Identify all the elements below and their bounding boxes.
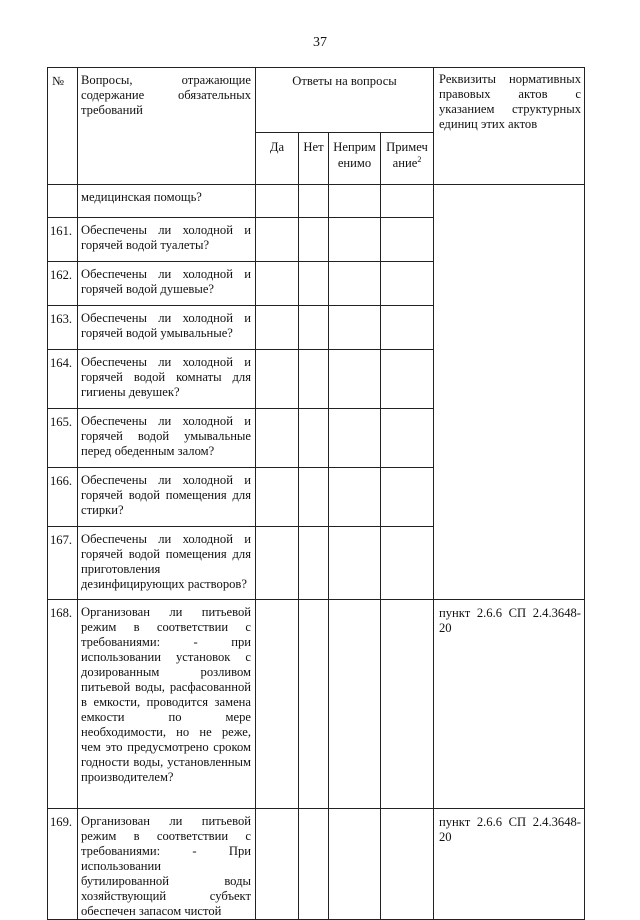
answer-note-cell[interactable] [381,408,434,467]
header-yes: Да [256,132,299,184]
table-row [48,808,585,919]
row-requisites [434,184,585,599]
header-questions: Вопросы, отражающие содержание обязательных требований [78,68,256,185]
row-question: Обеспечены ли холодной и горячей водой умывальные? [78,305,256,349]
row-requisites: пункт 2.6.6 СП 2.4.3648-20 [434,808,585,919]
checklist-table [47,67,585,920]
header-no: Нет [299,132,329,184]
answer-no-cell[interactable] [299,526,329,599]
answer-no-cell[interactable] [299,408,329,467]
header-requisites-cont [434,132,585,184]
page-number: 37 [313,35,327,50]
row-requisites: пункт 2.6.6 СП 2.4.3648-20 [434,599,585,808]
answer-no-cell[interactable] [299,184,329,217]
row-question: медицинская помощь? [78,184,256,217]
table-row [48,184,585,217]
answer-na-cell[interactable] [329,526,381,599]
row-question: Обеспечены ли холодной и горячей водой помещения для приготовления дезинфицирующих растворов? [78,526,256,599]
answer-yes-cell[interactable] [256,808,299,919]
answer-na-cell[interactable] [329,217,381,261]
answer-na-cell[interactable] [329,599,381,808]
row-question: Обеспечены ли холодной и горячей водой душевые? [78,261,256,305]
table-row [48,599,585,808]
answer-no-cell[interactable] [299,261,329,305]
row-question: Обеспечены ли холодной и горячей водой помещения для стирки? [78,467,256,526]
header-note [381,132,434,184]
answer-yes-cell[interactable] [256,599,299,808]
header-na: Неприм енимо [329,132,381,184]
answer-no-cell[interactable] [299,305,329,349]
header-num: № [48,68,78,185]
answer-note-cell[interactable] [381,261,434,305]
row-num: 163. [48,305,78,349]
answer-no-cell[interactable] [299,349,329,408]
row-question: Обеспечены ли холодной и горячей водой умывальные перед обеденным залом? [78,408,256,467]
answer-note-cell[interactable] [381,526,434,599]
answer-yes-cell[interactable] [256,408,299,467]
header-requisites: Реквизиты нормативных правовых актов с указанием структурных единиц этих актов [434,68,585,133]
answer-na-cell[interactable] [329,467,381,526]
row-num: 165. [48,408,78,467]
footnote-mark: 2 [417,154,422,164]
answer-no-cell[interactable] [299,599,329,808]
answer-yes-cell[interactable] [256,184,299,217]
answer-no-cell[interactable] [299,467,329,526]
answer-note-cell[interactable] [381,184,434,217]
answer-na-cell[interactable] [329,184,381,217]
answer-na-cell[interactable] [329,408,381,467]
answer-note-cell[interactable] [381,217,434,261]
answer-na-cell[interactable] [329,349,381,408]
row-num: 167. [48,526,78,599]
row-question: Обеспечены ли холодной и горячей водой туалеты? [78,217,256,261]
row-num [48,184,78,217]
answer-note-cell[interactable] [381,808,434,919]
header-answers: Ответы на вопросы [256,68,434,133]
answer-note-cell[interactable] [381,599,434,808]
answer-yes-cell[interactable] [256,305,299,349]
row-num: 168. [48,599,78,808]
answer-yes-cell[interactable] [256,349,299,408]
row-question: Организован ли питьевой режим в соответствии с требованиями: - При использовании бутилированной воды хозяйствующий субъект обеспечен запасом чистой [78,808,256,919]
answer-yes-cell[interactable] [256,526,299,599]
answer-note-cell[interactable] [381,349,434,408]
answer-note-cell[interactable] [381,467,434,526]
header-note-label: Примеч ание [386,139,428,170]
answer-yes-cell[interactable] [256,467,299,526]
row-num: 162. [48,261,78,305]
row-num: 166. [48,467,78,526]
row-question: Организован ли питьевой режим в соответствии с требованиями: - при использовании установок с дозированным розливом питьевой воды, расфасованной в емкости, проводится замена емкости по мере необходимости, но не реже, чем это предусмотрено сроком годности воды, установленным производителем? [78,599,256,808]
row-num: 164. [48,349,78,408]
answer-na-cell[interactable] [329,305,381,349]
answer-na-cell[interactable] [329,808,381,919]
row-num: 169. [48,808,78,919]
answer-yes-cell[interactable] [256,261,299,305]
answer-no-cell[interactable] [299,217,329,261]
answer-na-cell[interactable] [329,261,381,305]
row-num: 161. [48,217,78,261]
header-row [48,68,585,133]
answer-no-cell[interactable] [299,808,329,919]
answer-note-cell[interactable] [381,305,434,349]
row-question: Обеспечены ли холодной и горячей водой комнаты для гигиены девушек? [78,349,256,408]
answer-yes-cell[interactable] [256,217,299,261]
